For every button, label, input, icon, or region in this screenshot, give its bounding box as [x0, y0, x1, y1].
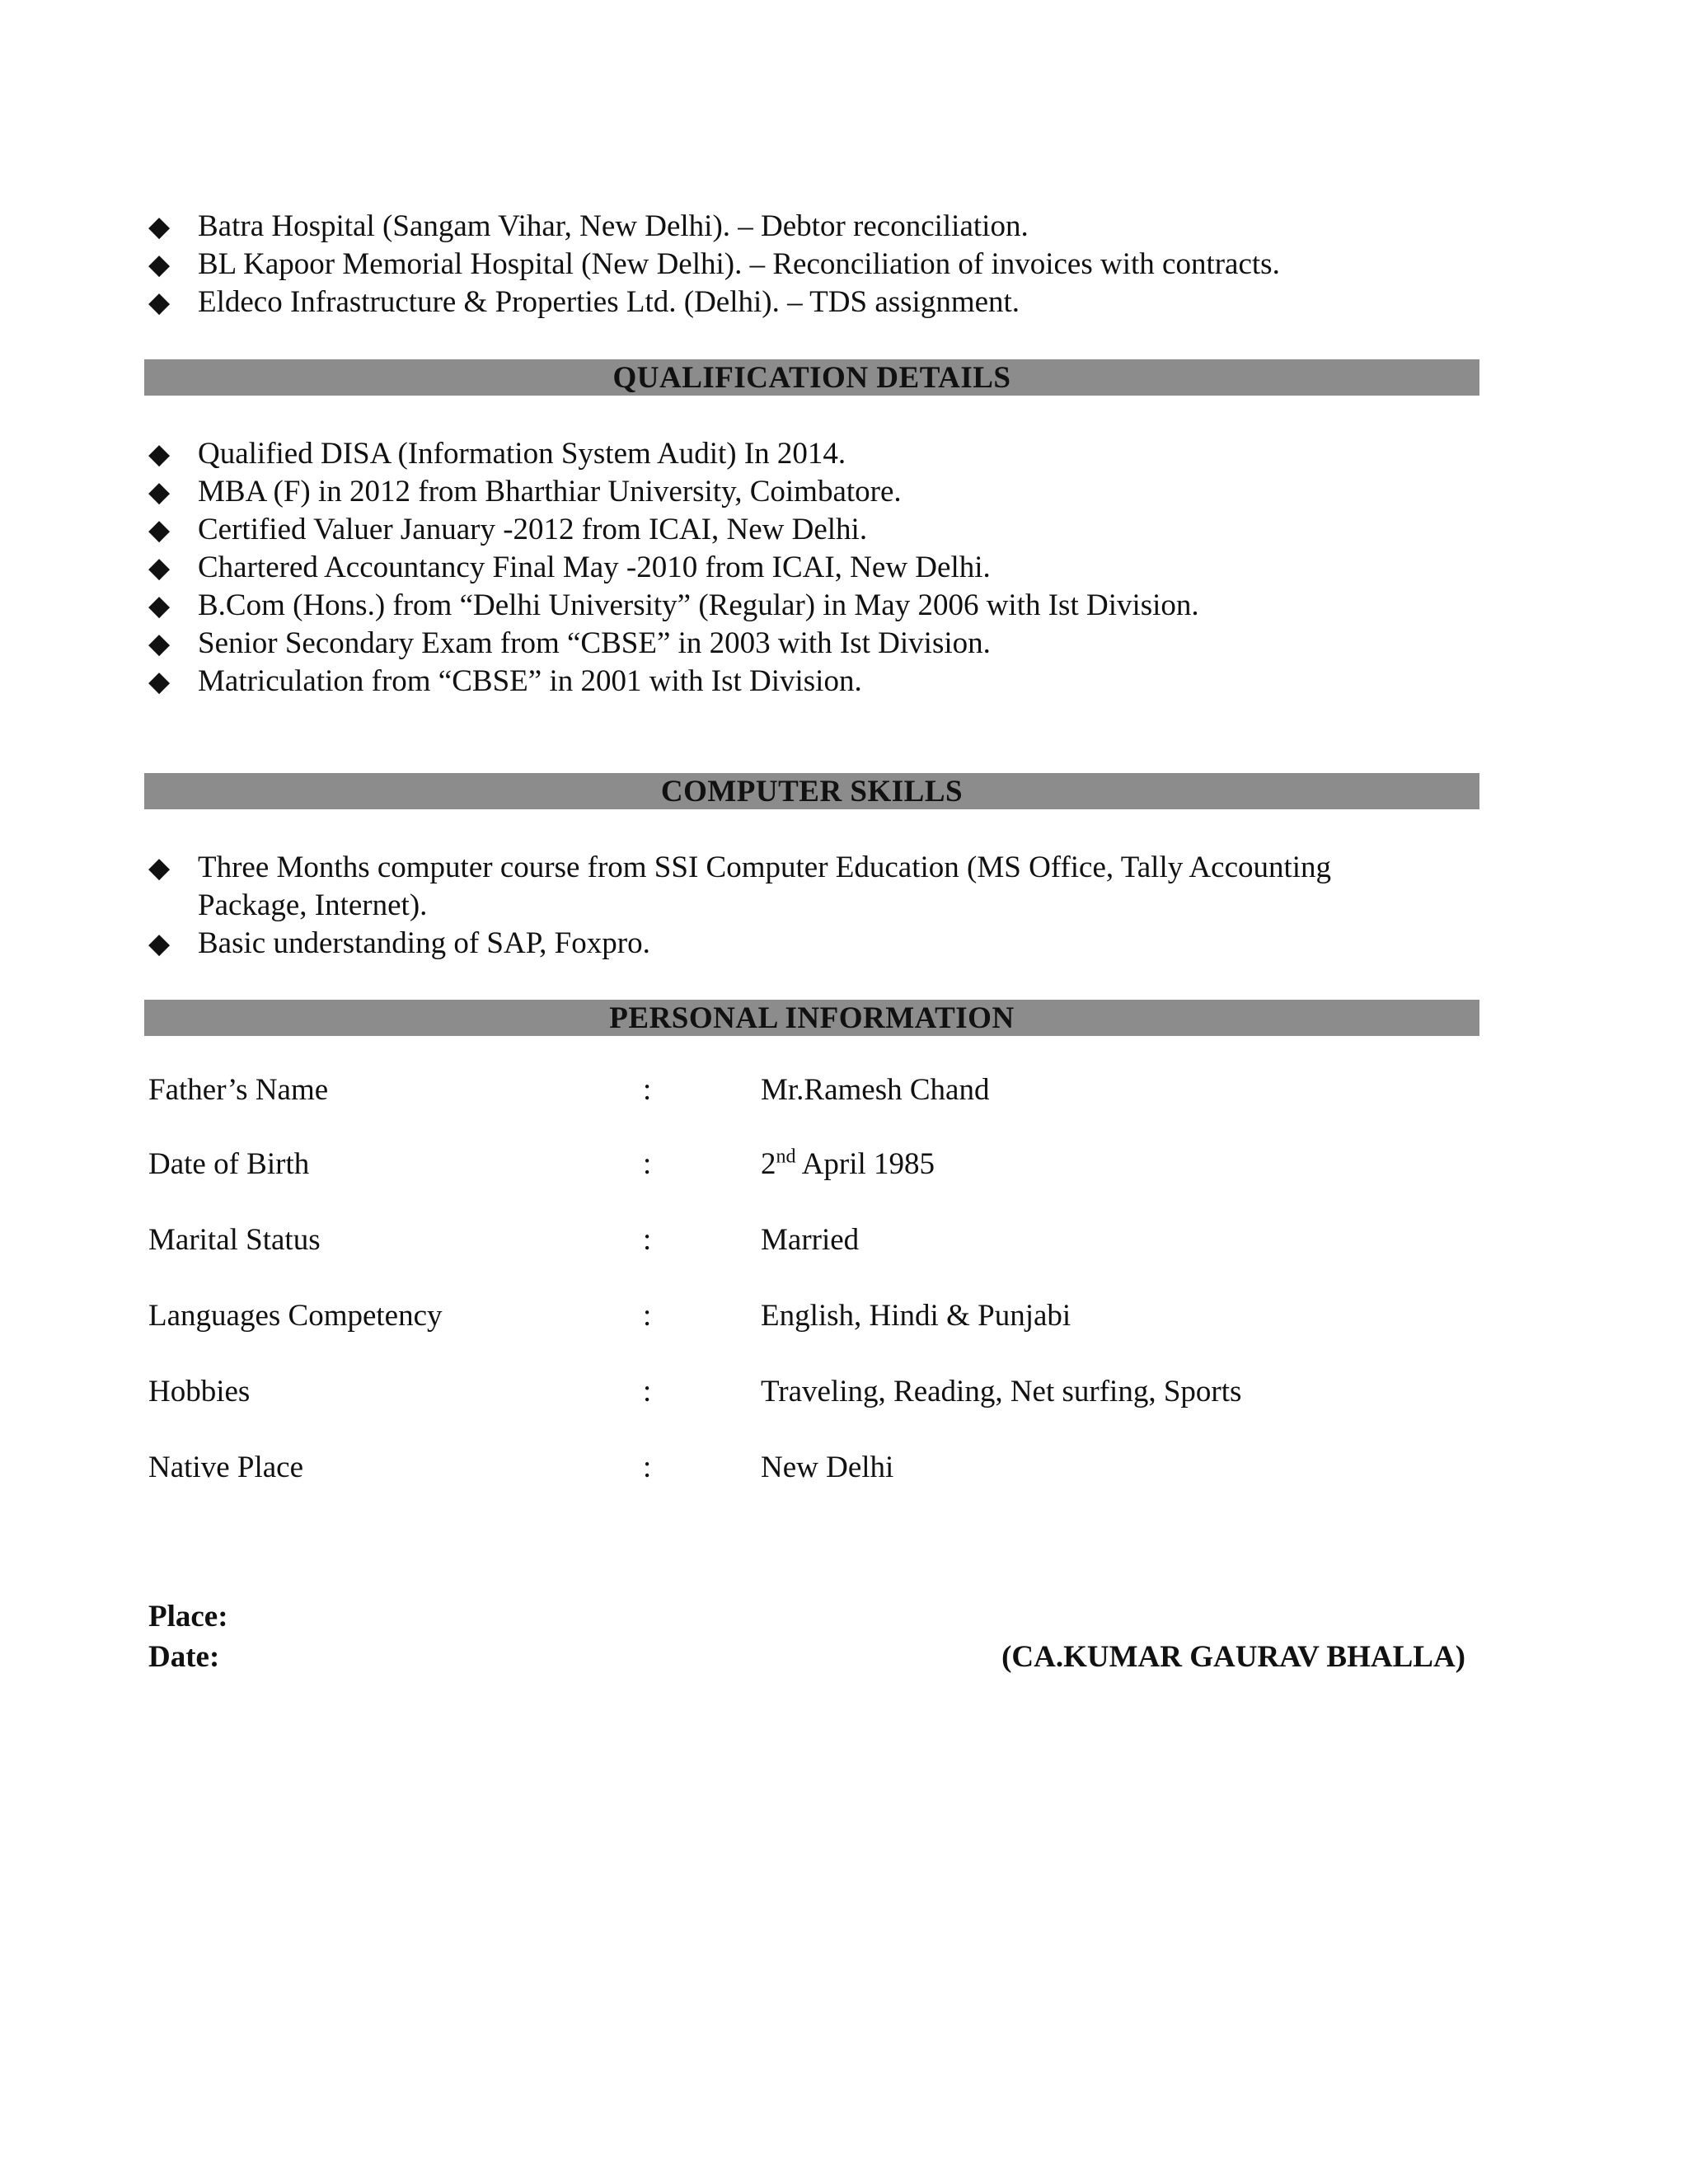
- info-value: Traveling, Reading, Net surfing, Sports: [761, 1375, 1242, 1408]
- list-item: ◆ B.Com (Hons.) from “Delhi University” (Regular) in May 2006 with Ist Division.: [148, 588, 1199, 622]
- qualification-list: [148, 435, 1467, 701]
- list-item: ◆ MBA (F) in 2012 from Bharthiar University, Coimbatore.: [148, 475, 902, 509]
- info-value: Mr.Ramesh Chand: [761, 1073, 990, 1107]
- info-row-languages: [148, 1296, 1467, 1337]
- personal-info-header: PERSONAL INFORMATION: [144, 1000, 1479, 1036]
- info-row-marital-status: [148, 1220, 1467, 1261]
- info-value: English, Hindi & Punjabi: [761, 1299, 1071, 1333]
- computer-skills-header: COMPUTER SKILLS: [144, 773, 1479, 809]
- list-item: ◆ BL Kapoor Memorial Hospital (New Delhi). – Reconciliation of invoices with contracts.: [148, 247, 1280, 281]
- date-label: Date:: [148, 1640, 220, 1674]
- info-label: Native Place: [148, 1451, 303, 1484]
- info-label: Marital Status: [148, 1223, 321, 1257]
- info-separator: :: [643, 1299, 652, 1333]
- info-row-fathers-name: [148, 1070, 1467, 1111]
- list-item: ◆ Chartered Accountancy Final May -2010 from ICAI, New Delhi.: [148, 551, 991, 584]
- date-ordinal-suffix: nd: [776, 1146, 796, 1168]
- info-label: Languages Competency: [148, 1299, 443, 1333]
- list-item: ◆ Qualified DISA (Information System Audit) In 2014.: [148, 437, 846, 471]
- diamond-bullet-icon: ◆: [148, 476, 171, 509]
- list-item: ◆ Certified Valuer January -2012 from ICAI, New Delhi.: [148, 513, 868, 546]
- info-value: Married: [761, 1223, 860, 1257]
- info-label: Hobbies: [148, 1375, 251, 1408]
- info-separator: :: [643, 1223, 652, 1257]
- info-row-hobbies: [148, 1371, 1467, 1413]
- place-label: Place:: [148, 1600, 228, 1633]
- info-row-native-place: [148, 1447, 1467, 1488]
- info-separator: :: [643, 1375, 652, 1408]
- diamond-bullet-icon: ◆: [148, 851, 171, 884]
- list-item: ◆ Matriculation from “CBSE” in 2001 with Ist Division.: [148, 664, 862, 698]
- info-separator: :: [643, 1073, 652, 1107]
- info-row-date-of-birth: [148, 1144, 1467, 1185]
- info-value: [761, 1144, 935, 1185]
- list-item: ◆ Three Months computer course from SSI Computer Education (MS Office, Tally Accounting Package, Internet).: [148, 851, 1332, 922]
- signature-name: (CA.KUMAR GAURAV BHALLA): [1001, 1640, 1465, 1674]
- qualification-header: QUALIFICATION DETAILS: [144, 359, 1479, 396]
- list-item: ◆ Eldeco Infrastructure & Properties Ltd. (Delhi). – TDS assignment.: [148, 285, 1020, 319]
- list-item: ◆ Senior Secondary Exam from “CBSE” in 2003 with Ist Division.: [148, 626, 991, 660]
- info-separator: :: [643, 1451, 652, 1484]
- diamond-bullet-icon: ◆: [148, 665, 171, 698]
- date-day: 2: [761, 1147, 776, 1181]
- date-month-year: April 1985: [795, 1147, 935, 1181]
- diamond-bullet-icon: ◆: [148, 589, 171, 622]
- diamond-bullet-icon: ◆: [148, 513, 171, 546]
- info-label: Father’s Name: [148, 1073, 329, 1107]
- diamond-bullet-icon: ◆: [148, 551, 171, 584]
- diamond-bullet-icon: ◆: [148, 627, 171, 660]
- list-item: ◆ Batra Hospital (Sangam Vihar, New Delhi). – Debtor reconciliation.: [148, 209, 1029, 243]
- info-value: New Delhi: [761, 1451, 894, 1484]
- diamond-bullet-icon: ◆: [148, 210, 171, 243]
- computer-skills-list: [148, 849, 1434, 963]
- diamond-bullet-icon: ◆: [148, 927, 171, 960]
- diamond-bullet-icon: ◆: [148, 286, 171, 319]
- info-label: Date of Birth: [148, 1147, 310, 1181]
- info-separator: :: [643, 1147, 652, 1181]
- list-item: ◆ Basic understanding of SAP, Foxpro.: [148, 926, 650, 960]
- diamond-bullet-icon: ◆: [148, 438, 171, 471]
- diamond-bullet-icon: ◆: [148, 248, 171, 281]
- assignments-list: [148, 208, 1467, 321]
